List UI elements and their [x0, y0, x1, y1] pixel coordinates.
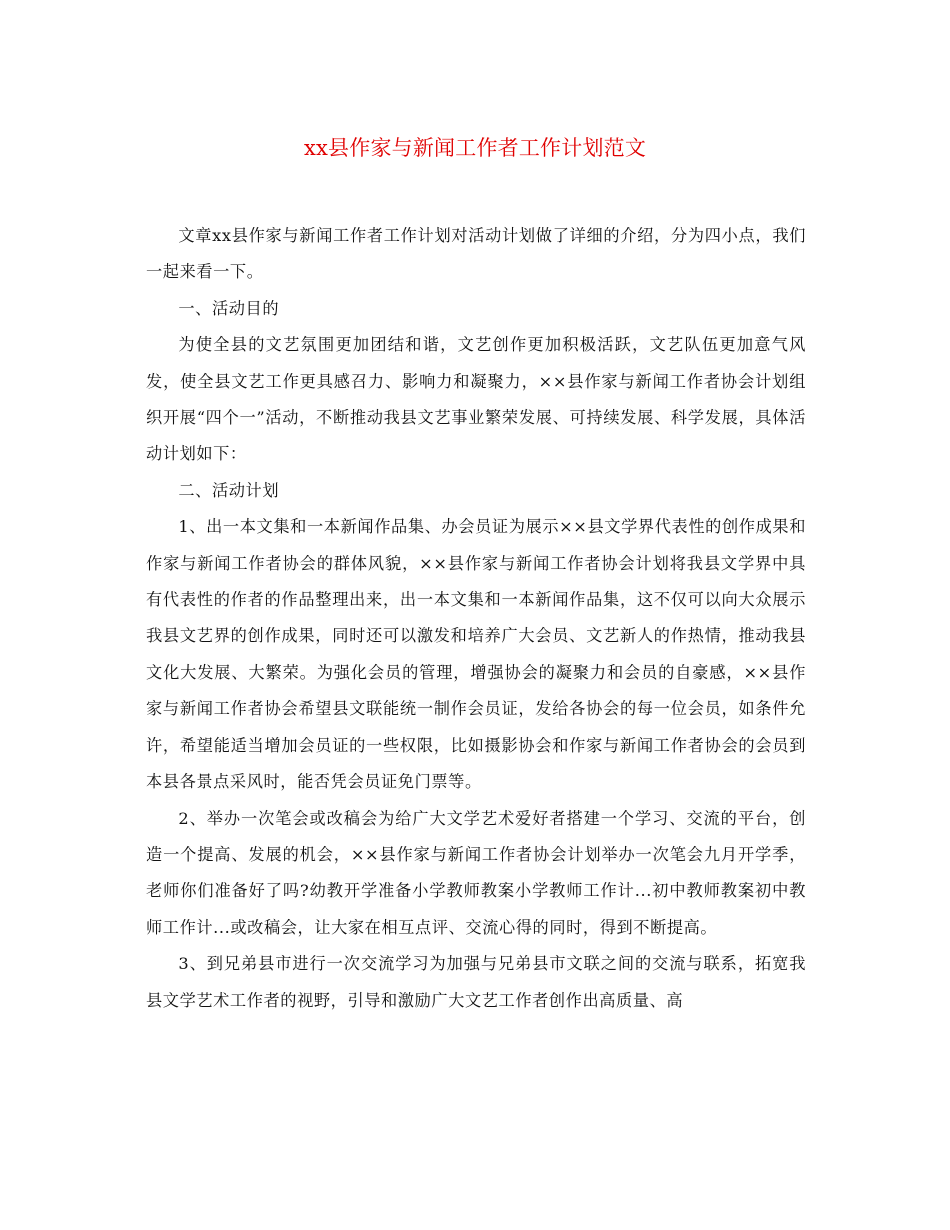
section-heading-plan: 二、活动计划: [178, 480, 280, 500]
intro-paragraph: 文章xx县作家与新闻工作者工作计划对活动计划做了详细的介绍，分为四小点，我们一起来看一下。: [146, 226, 806, 282]
purpose-paragraph: 为使全县的文艺氛围更加团结和谐，文艺创作更加积极活跃，文艺队伍更加意气风发，使全县文艺工作更具感召力、影响力和凝聚力，××县作家与新闻工作者协会计划组织开展“四个一”活动，不断推动我县文艺事业繁荣发展、可持续发展、科学发展，具体活动计划如下：: [146, 335, 806, 464]
document-body: [146, 218, 806, 1019]
plan-item-2-paragraph: 2、举办一次笔会或改稿会为给广大文学艺术爱好者搭建一个学习、交流的平台，创造一个提高、发展的机会，××县作家与新闻工作者协会计划举办一次笔会九月开学季，老师你们准备好了吗?幼教开学准备小学教师教案小学教师工作计...初中教师教案初中教师工作计...或改稿会，让大家在相互点评、交流心得的同时，得到不断提高。: [146, 808, 806, 937]
plan-item-1-paragraph: 1、出一本文集和一本新闻作品集、办会员证为展示××县文学界代表性的创作成果和作家与新闻工作者协会的群体风貌，××县作家与新闻工作者协会计划将我县文学界中具有代表性的作者的作品整理出来，出一本文集和一本新闻作品集，这不仅可以向大众展示我县文艺界的创作成果，同时还可以激发和培养广大会员、文艺新人的作热情，推动我县文化大发展、大繁荣。为强化会员的管理，增强协会的凝聚力和会员的自豪感，××县作家与新闻工作者协会希望县文联能统一制作会员证，发给各协会的每一位会员，如条件允许，希望能适当增加会员证的一些权限，比如摄影协会和作家与新闻工作者协会的会员到本县各景点采风时，能否凭会员证免门票等。: [146, 517, 806, 792]
plan-item-3-paragraph: 3、到兄弟县市进行一次交流学习为加强与兄弟县市文联之间的交流与联系，拓宽我县文学艺术工作者的视野，引导和激励广大文艺工作者创作出高质量、高: [146, 954, 806, 1010]
section-heading-purpose: 一、活动目的: [178, 298, 280, 318]
document-title: xx县作家与新闻工作者工作计划范文: [303, 136, 647, 160]
